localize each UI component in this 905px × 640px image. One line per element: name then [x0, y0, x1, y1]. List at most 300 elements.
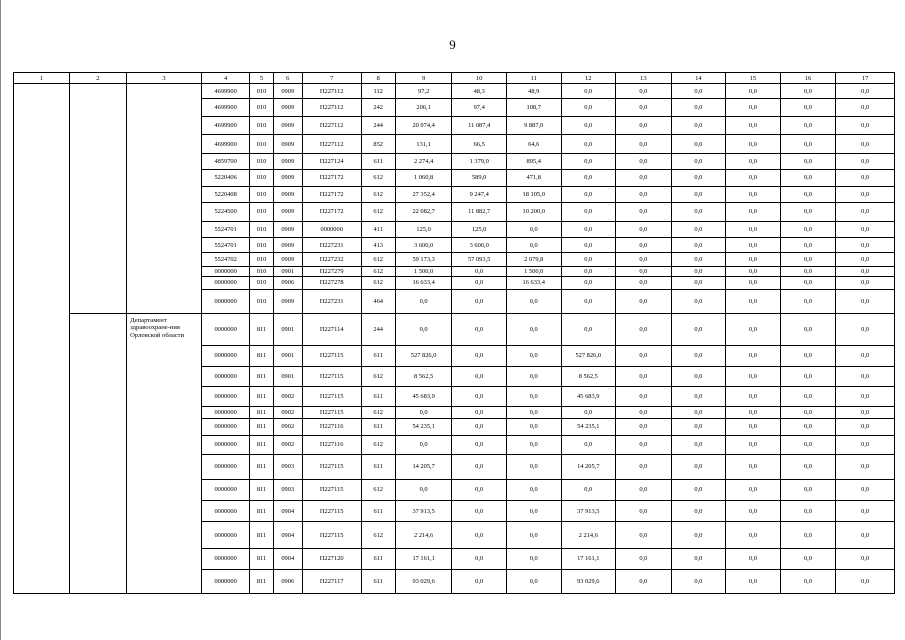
table-cell: 0,0	[726, 186, 781, 202]
table-cell: 0,0	[726, 253, 781, 267]
table-cell: 589,0	[452, 169, 507, 186]
table-cell: 0,0	[616, 454, 672, 479]
table-cell: 0000000	[201, 313, 249, 345]
table-cell: 0,0	[836, 435, 895, 454]
table-cell: 0,0	[452, 549, 507, 569]
table-cell: 0000000	[201, 501, 249, 522]
table-cell: 3 600,0	[395, 238, 452, 253]
table-cell: 17 161,1	[561, 549, 616, 569]
table-body	[14, 73, 895, 594]
table-cell: 0,0	[726, 419, 781, 435]
table-cell: П227231	[302, 238, 361, 253]
column-header: 11	[506, 73, 561, 84]
table-cell: 612	[361, 202, 395, 221]
table-cell: 0,0	[506, 367, 561, 387]
table-cell: 811	[250, 419, 273, 435]
column-header: 6	[273, 73, 302, 84]
table-cell: 54 235,1	[395, 419, 452, 435]
table-cell: 0,0	[780, 99, 836, 117]
table-cell: 811	[250, 435, 273, 454]
table-cell: 0,0	[726, 117, 781, 135]
table-cell: 206,1	[395, 99, 452, 117]
table-cell: 413	[361, 238, 395, 253]
table-cell: 11 882,7	[452, 202, 507, 221]
table-cell: 8 562,5	[561, 367, 616, 387]
table-cell: 0,0	[506, 387, 561, 407]
table-cell: П227117	[302, 569, 361, 593]
table-cell: 0,0	[671, 479, 726, 500]
table-cell: 0909	[273, 222, 302, 238]
table-cell: 2 274,4	[395, 153, 452, 169]
table-cell: 0,0	[561, 135, 616, 153]
table-cell: 0,0	[616, 387, 672, 407]
table-cell: 0909	[273, 186, 302, 202]
table-cell: 0,0	[726, 367, 781, 387]
table-cell: 0,0	[616, 186, 672, 202]
table-cell: П227112	[302, 117, 361, 135]
table-cell: 0904	[273, 522, 302, 549]
table-cell: 0,0	[671, 569, 726, 593]
table-cell: 0,0	[836, 277, 895, 289]
column-header: 13	[616, 73, 672, 84]
table-cell: 0,0	[671, 238, 726, 253]
table-cell: П227112	[302, 135, 361, 153]
table-cell: 0,0	[616, 522, 672, 549]
table-cell: 0,0	[506, 345, 561, 366]
table-cell: 9 247,4	[452, 186, 507, 202]
table-cell: 811	[250, 522, 273, 549]
table-cell: 8 562,5	[395, 367, 452, 387]
table-cell: 612	[361, 435, 395, 454]
table-cell: 0,0	[671, 313, 726, 345]
table-cell: 0,0	[671, 387, 726, 407]
table-cell: 0,0	[616, 345, 672, 366]
table-cell: 0909	[273, 135, 302, 153]
table-cell: 0,0	[780, 222, 836, 238]
table-cell: 0,0	[780, 479, 836, 500]
table-cell: 0000000	[201, 549, 249, 569]
table-cell: 0,0	[836, 419, 895, 435]
table-cell: 0909	[273, 84, 302, 99]
table-cell: 0000000	[201, 387, 249, 407]
table-cell: 0,0	[616, 99, 672, 117]
table-cell: 0,0	[671, 186, 726, 202]
table-cell: 0901	[273, 267, 302, 277]
table-cell: 0,0	[561, 407, 616, 419]
table-cell: 0,0	[616, 419, 672, 435]
table-cell: 0,0	[726, 522, 781, 549]
table-cell: 0,0	[452, 419, 507, 435]
table-cell: 0,0	[395, 289, 452, 313]
table-cell: 0901	[273, 345, 302, 366]
table-cell: 48,9	[506, 84, 561, 99]
table-cell: 811	[250, 501, 273, 522]
table-cell: 0000000	[201, 277, 249, 289]
table-cell: П227278	[302, 277, 361, 289]
table-cell: 0909	[273, 289, 302, 313]
table-cell: 0,0	[561, 435, 616, 454]
table-cell: 0,0	[836, 407, 895, 419]
table-cell: 0,0	[506, 549, 561, 569]
table-cell: 59 173,3	[395, 253, 452, 267]
table-cell: 2 079,8	[506, 253, 561, 267]
table-cell: 0,0	[452, 479, 507, 500]
table-cell: 0,0	[726, 454, 781, 479]
table-cell: 45 683,9	[395, 387, 452, 407]
table-cell: 5220408	[201, 186, 249, 202]
table-cell: 0,0	[780, 501, 836, 522]
table-cell: 0,0	[671, 454, 726, 479]
column-header: 17	[836, 73, 895, 84]
table-cell: 93 029,6	[561, 569, 616, 593]
table-cell: 0,0	[726, 99, 781, 117]
table-cell: 54 235,1	[561, 419, 616, 435]
table-cell: 0000000	[201, 522, 249, 549]
table-cell: 0,0	[836, 501, 895, 522]
table-cell: 5224500	[201, 202, 249, 221]
table-cell: 244	[361, 117, 395, 135]
table-cell: 0,0	[452, 277, 507, 289]
table-cell: 0,0	[561, 479, 616, 500]
table-cell: 811	[250, 407, 273, 419]
table-cell: 0909	[273, 169, 302, 186]
table-cell: 010	[250, 238, 273, 253]
table-cell: 0,0	[726, 549, 781, 569]
column-header: 8	[361, 73, 395, 84]
table-cell: 0,0	[671, 277, 726, 289]
table-cell: 612	[361, 479, 395, 500]
table-cell: 0,0	[726, 435, 781, 454]
table-cell: 0,0	[671, 407, 726, 419]
table-cell: 0,0	[452, 313, 507, 345]
table-cell: 0,0	[561, 186, 616, 202]
table-cell: 3 600,0	[452, 238, 507, 253]
table-cell: 612	[361, 407, 395, 419]
table-cell: П227112	[302, 99, 361, 117]
table-cell: 0,0	[506, 454, 561, 479]
table-cell: 0906	[273, 569, 302, 593]
table-cell: 0,0	[836, 238, 895, 253]
table-cell: 5524702	[201, 253, 249, 267]
table-cell: 0,0	[780, 407, 836, 419]
table-cell: 0,0	[452, 569, 507, 593]
table-cell: П227172	[302, 186, 361, 202]
table-cell: 5524701	[201, 238, 249, 253]
table-cell: П227115	[302, 479, 361, 500]
table-cell: 0,0	[726, 313, 781, 345]
table-cell: 010	[250, 153, 273, 169]
table-cell: 97,2	[395, 84, 452, 99]
table-cell: 811	[250, 345, 273, 366]
table-cell: 0,0	[726, 153, 781, 169]
table-cell: 0,0	[836, 267, 895, 277]
table-cell: 611	[361, 501, 395, 522]
column-header: 1	[14, 73, 70, 84]
table-cell: 010	[250, 222, 273, 238]
table-cell: 27 352,4	[395, 186, 452, 202]
table-cell: 108,7	[506, 99, 561, 117]
table-cell: 0,0	[616, 202, 672, 221]
table-cell: 0909	[273, 253, 302, 267]
table-cell: 0,0	[726, 135, 781, 153]
table-cell: 0000000	[201, 407, 249, 419]
table-cell: 0,0	[836, 479, 895, 500]
table-cell: 0,0	[671, 99, 726, 117]
page-number: 9	[449, 37, 456, 52]
table-cell: 010	[250, 267, 273, 277]
table-cell: 0,0	[836, 202, 895, 221]
page-left-edge	[0, 0, 1, 640]
table-cell: 0,0	[836, 345, 895, 366]
table-cell: 010	[250, 169, 273, 186]
table-cell: 0,0	[780, 313, 836, 345]
table-cell: 0,0	[726, 407, 781, 419]
table-cell: 0,0	[671, 289, 726, 313]
table-cell: 0,0	[836, 135, 895, 153]
table-cell: 14 205,7	[561, 454, 616, 479]
table-cell: 0,0	[780, 267, 836, 277]
table-cell: 0,0	[836, 549, 895, 569]
table-cell: 0,0	[506, 479, 561, 500]
table-cell: 0,0	[616, 84, 672, 99]
table-cell: П227124	[302, 153, 361, 169]
table-cell: 0,0	[726, 267, 781, 277]
table-cell: 0,0	[780, 277, 836, 289]
table-cell: 0,0	[780, 153, 836, 169]
table-cell: 4699900	[201, 135, 249, 153]
table-cell: П227231	[302, 289, 361, 313]
table-cell: 0,0	[726, 387, 781, 407]
table-cell: 0,0	[726, 169, 781, 186]
table-cell: П227232	[302, 253, 361, 267]
table-cell: 0902	[273, 407, 302, 419]
table-cell: 471,8	[506, 169, 561, 186]
table-cell: 0000000	[201, 454, 249, 479]
table-cell: 0,0	[561, 202, 616, 221]
table-cell: 0,0	[836, 117, 895, 135]
table-cell: 0904	[273, 501, 302, 522]
table-cell: 010	[250, 135, 273, 153]
table-cell: 0,0	[780, 435, 836, 454]
table-cell: 527 826,0	[395, 345, 452, 366]
col1-empty-cell	[14, 84, 70, 594]
table-cell: 1 500,0	[395, 267, 452, 277]
table-cell: П227116	[302, 435, 361, 454]
table-cell: 0,0	[616, 222, 672, 238]
table-cell: 0,0	[561, 267, 616, 277]
table-cell: 97,4	[452, 99, 507, 117]
table-cell: 64,6	[506, 135, 561, 153]
table-cell: 0,0	[726, 345, 781, 366]
table-cell: 0,0	[616, 135, 672, 153]
table-cell: 411	[361, 222, 395, 238]
table-cell: 0,0	[616, 169, 672, 186]
table-cell: 010	[250, 277, 273, 289]
table-cell: 612	[361, 253, 395, 267]
table-cell: П227115	[302, 454, 361, 479]
table-cell: 0,0	[836, 387, 895, 407]
table-cell: 0,0	[561, 117, 616, 135]
table-cell: 0,0	[452, 387, 507, 407]
table-cell: 0,0	[836, 569, 895, 593]
table-cell: 0,0	[452, 367, 507, 387]
table-cell: 2 214,6	[561, 522, 616, 549]
table-cell: 0901	[273, 367, 302, 387]
table-cell: 527 826,0	[561, 345, 616, 366]
table-cell: П227114	[302, 313, 361, 345]
table-cell: П227115	[302, 387, 361, 407]
table-cell: 811	[250, 367, 273, 387]
column-header: 2	[69, 73, 127, 84]
table-cell: 0,0	[836, 367, 895, 387]
table-cell: 0,0	[671, 253, 726, 267]
table-cell: 010	[250, 84, 273, 99]
col2-empty-cell	[69, 313, 127, 593]
column-header: 10	[452, 73, 507, 84]
table-cell: 0,0	[671, 222, 726, 238]
table-cell: 0,0	[780, 367, 836, 387]
table-cell: 0,0	[671, 153, 726, 169]
table-cell: 0,0	[726, 277, 781, 289]
table-cell: 611	[361, 153, 395, 169]
table-cell: 0,0	[726, 222, 781, 238]
table-cell: 611	[361, 549, 395, 569]
table-cell: 612	[361, 277, 395, 289]
table-cell: 010	[250, 202, 273, 221]
table-cell: 17 161,1	[395, 549, 452, 569]
table-cell: 0,0	[561, 169, 616, 186]
column-header: 3	[127, 73, 202, 84]
table-cell: 811	[250, 549, 273, 569]
col3-empty-cell	[127, 84, 202, 314]
table-cell: 0902	[273, 387, 302, 407]
table-cell: 0904	[273, 549, 302, 569]
table-cell: 20 974,4	[395, 117, 452, 135]
table-cell: 0,0	[561, 253, 616, 267]
table-cell: 0,0	[836, 313, 895, 345]
table-cell: 0909	[273, 153, 302, 169]
table-cell: 0,0	[452, 407, 507, 419]
table-cell: П227172	[302, 202, 361, 221]
table-cell: 0,0	[671, 84, 726, 99]
table-cell: П227115	[302, 407, 361, 419]
table-cell: 0,0	[836, 289, 895, 313]
table-cell: 0,0	[726, 84, 781, 99]
table-cell: П227116	[302, 419, 361, 435]
table-cell: 612	[361, 522, 395, 549]
table-cell: 0903	[273, 454, 302, 479]
table-cell: 0,0	[671, 367, 726, 387]
table-cell: 0,0	[506, 569, 561, 593]
table-row	[14, 313, 895, 345]
table-cell: 0000000	[201, 289, 249, 313]
table-cell: 0000000	[201, 367, 249, 387]
table-cell: 0,0	[506, 435, 561, 454]
table-cell: 0,0	[616, 367, 672, 387]
table-cell: 0,0	[780, 169, 836, 186]
column-header: 15	[726, 73, 781, 84]
table-cell: 0,0	[671, 169, 726, 186]
table-cell: 612	[361, 169, 395, 186]
table-cell: 5220406	[201, 169, 249, 186]
table-cell: 0000000	[201, 479, 249, 500]
table-cell: 2 214,6	[395, 522, 452, 549]
table-cell: 5524701	[201, 222, 249, 238]
table-cell: 0000000	[201, 569, 249, 593]
table-cell: 0,0	[452, 435, 507, 454]
table-cell: 0,0	[452, 454, 507, 479]
table-cell: 1 060,8	[395, 169, 452, 186]
table-cell: 0,0	[616, 277, 672, 289]
table-cell: 0,0	[780, 522, 836, 549]
table-cell: 0000000	[201, 435, 249, 454]
table-cell: 0,0	[506, 313, 561, 345]
table-cell: 0,0	[780, 289, 836, 313]
table-cell: 0,0	[561, 222, 616, 238]
table-cell: 0,0	[452, 522, 507, 549]
table-cell: П227172	[302, 169, 361, 186]
table-cell: 0902	[273, 419, 302, 435]
table-cell: 0,0	[395, 407, 452, 419]
table-cell: 0,0	[616, 253, 672, 267]
table-cell: 10 200,0	[506, 202, 561, 221]
table-cell: 18 105,0	[506, 186, 561, 202]
table-cell: 0,0	[836, 84, 895, 99]
table-cell: 16 633,4	[395, 277, 452, 289]
table-cell: 0,0	[671, 267, 726, 277]
table-cell: 0,0	[671, 117, 726, 135]
table-cell: 4699900	[201, 84, 249, 99]
table-cell: П227120	[302, 549, 361, 569]
table-cell: 0,0	[506, 501, 561, 522]
table-cell: 0901	[273, 313, 302, 345]
table-cell: 16 633,4	[506, 277, 561, 289]
table-cell: 0,0	[452, 267, 507, 277]
table-cell: 0,0	[395, 479, 452, 500]
table-cell: 0000000	[201, 345, 249, 366]
table-cell: 4859700	[201, 153, 249, 169]
table-cell: 242	[361, 99, 395, 117]
table-cell: 0902	[273, 435, 302, 454]
table-cell: 11 087,4	[452, 117, 507, 135]
table-cell: 112	[361, 84, 395, 99]
table-cell: 010	[250, 186, 273, 202]
table-cell: 611	[361, 419, 395, 435]
table-cell: 0000000	[302, 222, 361, 238]
table-cell: 0,0	[506, 238, 561, 253]
header-row	[14, 73, 895, 84]
table-cell: 0906	[273, 277, 302, 289]
table-cell: 0,0	[561, 84, 616, 99]
budget-table-container	[13, 72, 895, 594]
table-cell: 811	[250, 313, 273, 345]
table-cell: 010	[250, 289, 273, 313]
table-cell: 0,0	[671, 419, 726, 435]
table-cell: 0,0	[395, 435, 452, 454]
table-cell: 611	[361, 454, 395, 479]
table-cell: 010	[250, 117, 273, 135]
table-cell: 811	[250, 479, 273, 500]
table-cell: П227279	[302, 267, 361, 277]
table-cell: 0,0	[836, 99, 895, 117]
column-header: 4	[201, 73, 249, 84]
table-cell: 0,0	[506, 419, 561, 435]
table-cell: 0,0	[671, 435, 726, 454]
table-cell: 0,0	[616, 153, 672, 169]
department-name-cell: Департамент здравоохране-ния Орловской области	[127, 313, 202, 593]
table-cell: 0,0	[780, 117, 836, 135]
table-cell: 0,0	[780, 186, 836, 202]
